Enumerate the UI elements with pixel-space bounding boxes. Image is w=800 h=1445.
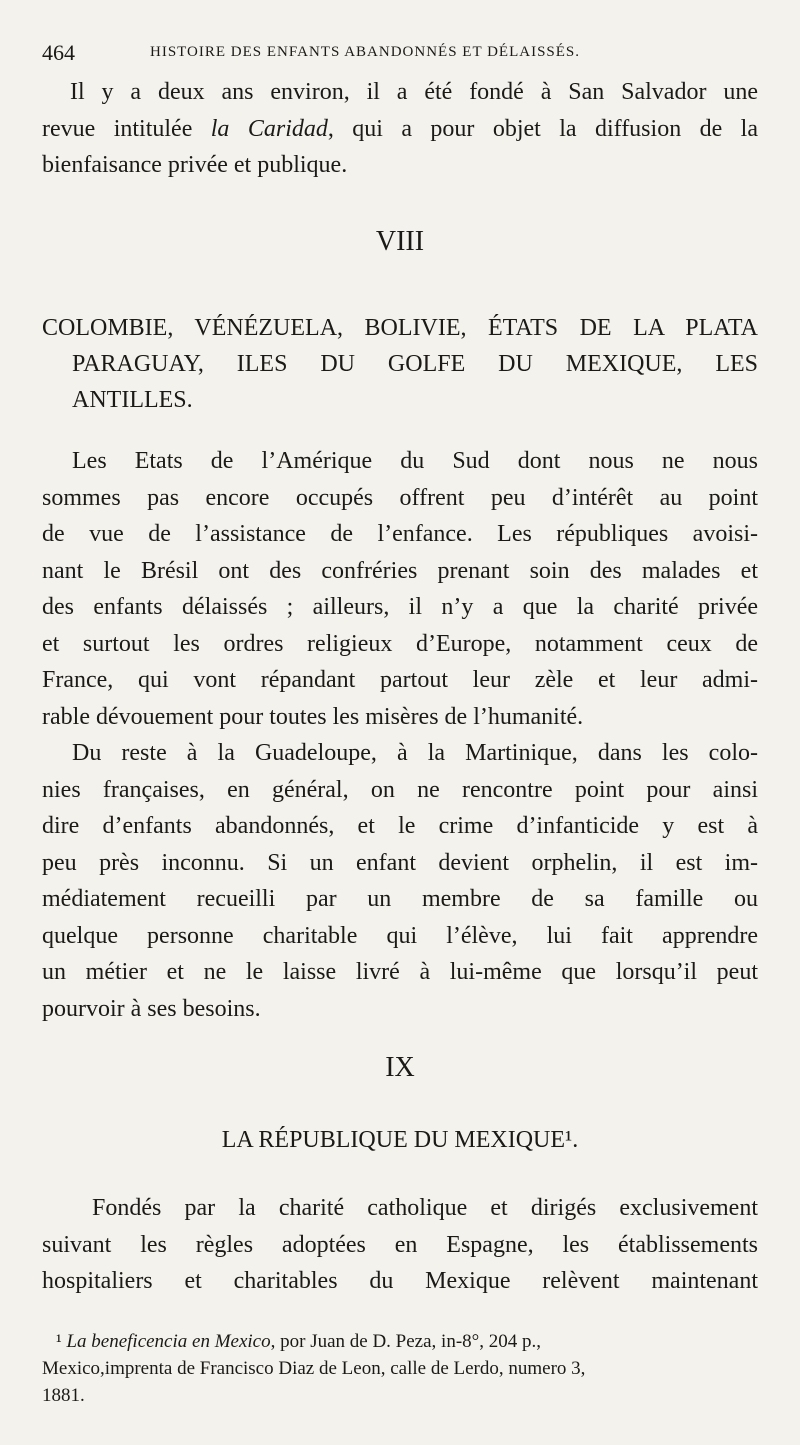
running-head	[42, 40, 752, 70]
footnote-mark: ¹.	[565, 1127, 579, 1153]
text-run: , por Juan de D. Peza, in-8°, 204 p.,	[270, 1331, 542, 1352]
text-line: des enfants délaissés ; ailleurs, il n’y a que la charité privée	[42, 594, 758, 620]
text-line: bienfaisance privée et publique.	[42, 152, 348, 178]
text-line: hospitaliers et charitables du Mexique relèvent maintenant	[42, 1268, 758, 1294]
footnote-book-title: La beneficencia en Mexico	[66, 1331, 271, 1352]
text-line: dire d’enfants abandonnés, et le crime d’infanticide y est à	[42, 813, 758, 839]
text-line: sommes pas encore occupés offrent peu d’intérêt au point	[42, 484, 758, 511]
section-title-viii	[42, 310, 758, 418]
text-line: peu près inconnu. Si un enfant devient orphelin, il est im-	[42, 849, 758, 876]
text-line: France, qui vont répandant partout leur zèle et leur admi-	[42, 667, 758, 693]
title-line: ANTILLES.	[72, 387, 193, 413]
text-line: et surtout les ordres religieux d’Europe, notamment ceux de	[42, 630, 758, 657]
intro-paragraph	[42, 74, 758, 184]
text-line: rable dévouement pour toutes les misères de l’humanité.	[42, 703, 584, 730]
text-line: Les Etats de l’Amérique du Sud dont nous ne nous	[72, 448, 758, 474]
text-line: Fondés par la charité catholique et dirigés exclusivement	[92, 1195, 758, 1221]
paragraph-antilles	[42, 735, 758, 1027]
footnote-line	[42, 1328, 758, 1355]
paragraph-mexique	[42, 1190, 758, 1300]
journal-title: la Caridad	[210, 115, 328, 142]
section-number-ix: IX	[385, 1052, 415, 1083]
section-number-viii: VIII	[375, 226, 425, 257]
text-line: nant le Brésil ont des confréries prenant soin des malades et	[42, 557, 758, 584]
page-number: 464	[42, 40, 75, 65]
footnote-line: 1881.	[42, 1385, 85, 1406]
text-run: , qui a pour objet la diffusion de la	[327, 115, 758, 142]
footnote-line: Mexico,imprenta de Francisco Diaz de Leon, calle de Lerdo, numero 3,	[42, 1358, 586, 1379]
text-run: revue intitulée	[42, 115, 211, 142]
text-line: pourvoir à ses besoins.	[42, 995, 261, 1022]
section-title-ix	[42, 1122, 758, 1158]
footnote-marker: ¹	[56, 1331, 62, 1352]
text-line	[42, 111, 758, 148]
footnote	[42, 1328, 758, 1409]
running-title: HISTOIRE DES ENFANTS ABANDONNÉS ET DÉLAISSÉS.	[150, 44, 581, 60]
paragraph-americas	[42, 443, 758, 735]
text-line: nies françaises, en général, on ne rencontre point pour ainsi	[42, 776, 758, 803]
text-line: Du reste à la Guadeloupe, à la Martinique, dans les colo-	[72, 740, 758, 766]
title-line: PARAGUAY, ILES DU GOLFE DU MEXIQUE, LES	[72, 351, 758, 377]
text-line: Il y a deux ans environ, il a été fondé à San Salvador une	[70, 79, 758, 105]
title-line: COLOMBIE, VÉNÉZUELA, BOLIVIE, ÉTATS DE LA PLATA	[42, 315, 758, 341]
text-line: de vue de l’assistance de l’enfance. Les républiques avoisi-	[42, 521, 758, 547]
text-line: un métier et ne le laisse livré à lui-même que lorsqu’il peut	[42, 959, 758, 985]
title-text: LA RÉPUBLIQUE DU MEXIQUE	[221, 1127, 566, 1153]
text-line: suivant les règles adoptées en Espagne, les établissements	[42, 1231, 758, 1258]
text-line: quelque personne charitable qui l’élève, lui fait apprendre	[42, 922, 758, 949]
text-line: médiatement recueilli par un membre de sa famille ou	[42, 886, 758, 912]
